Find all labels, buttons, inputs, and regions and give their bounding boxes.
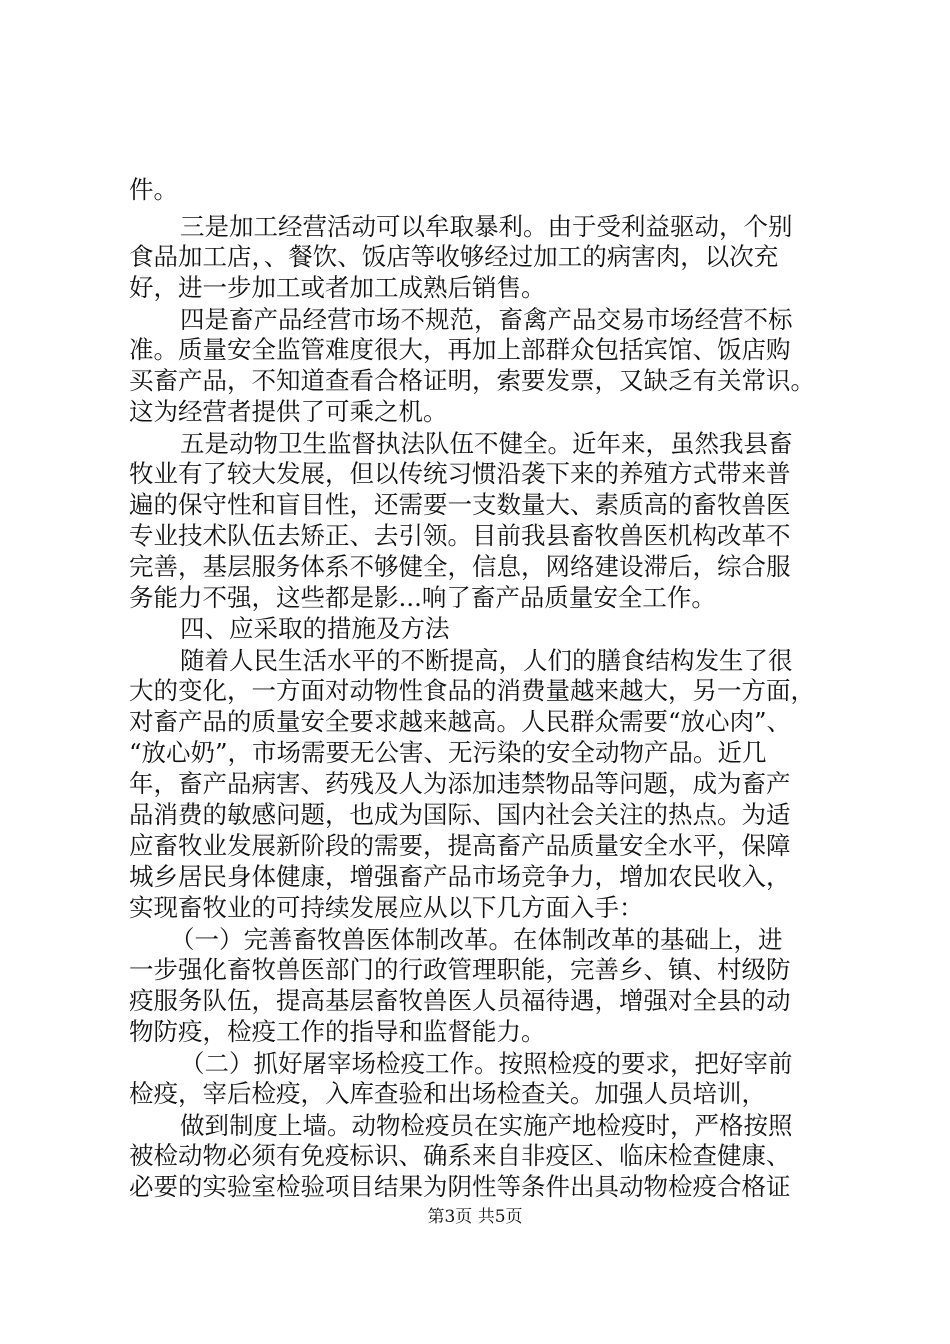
text-line: 遍的保守性和盲目性，还需要一支数量大、素质高的畜牧兽医 bbox=[129, 490, 791, 519]
text-line: 品消费的敏感问题，也成为国际、国内社会关注的热点。为适 bbox=[129, 800, 791, 829]
text-line: 疫服务队伍，提高基层畜牧兽医人员福待遇，增强对全县的动 bbox=[129, 986, 791, 1015]
text-line: 应畜牧业发展新阶段的需要，提高畜产品质量安全水平，保障 bbox=[129, 831, 791, 860]
text-line: 大的变化，一方面对动物性食品的消费量越来越大，另一方面， bbox=[129, 676, 815, 705]
text-line: 完善，基层服务体系不够健全，信息，网络建设滞后，综合服 bbox=[129, 552, 791, 581]
text-line: 好，进一步加工或者加工成熟后销售。 bbox=[129, 273, 546, 302]
text-line: 随着人民生活水平的不断提高，人们的膳食结构发生了很 bbox=[180, 646, 793, 675]
text-line: 必要的实验室检验项目结果为阴性等条件出具动物检疫合格证 bbox=[129, 1172, 791, 1201]
text-line: 买畜产品，不知道查看合格证明，索要发票，又缺乏有关常识。 bbox=[129, 366, 815, 395]
text-line: 专业技术队伍去矫正、去引领。目前我县畜牧兽医机构改革不 bbox=[129, 521, 791, 550]
text-line: 物防疫，检疫工作的指导和监督能力。 bbox=[129, 1017, 546, 1046]
text-line: （一）完善畜牧兽医体制改革。在体制改革的基础上，进 bbox=[170, 925, 783, 954]
text-line: 做到制度上墙。动物检疫员在实施产地检疫时，严格按照 bbox=[180, 1111, 793, 1140]
page-number-footer: 第3页 共5页 bbox=[427, 1207, 523, 1227]
text-line: 这为经营者提供了可乘之机。 bbox=[129, 397, 448, 426]
text-line: 务能力不强，这些都是影...响了畜产品质量安全工作。 bbox=[129, 583, 716, 612]
text-line: 牧业有了较大发展，但以传统习惯沿袭下来的养殖方式带来普 bbox=[129, 459, 791, 488]
text-line: 准。质量安全监管难度很大，再加上部群众包括宾馆、饭店购 bbox=[129, 335, 791, 364]
text-line: 被检动物必须有免疫标识、确系来自非疫区、临床检查健康、 bbox=[129, 1141, 791, 1170]
section-heading: 四、应采取的措施及方法 bbox=[180, 614, 450, 643]
text-line: 食品加工店，、餐饮、饭店等收够经过加工的病害肉，以次充 bbox=[129, 242, 779, 271]
text-line: 实现畜牧业的可持续发展应从以下几方面入手： bbox=[129, 893, 644, 922]
text-line: 五是动物卫生监督执法队伍不健全。近年来，虽然我县畜 bbox=[180, 429, 793, 458]
text-line: 检疫，宰后检疫，入库查验和出场检查关。加强人员培训， bbox=[129, 1079, 766, 1108]
text-line: 一步强化畜牧兽医部门的行政管理职能，完善乡、镇、村级防 bbox=[129, 955, 791, 984]
text-line: “放心奶”，市场需要无公害、无污染的安全动物产品。近几 bbox=[129, 738, 767, 767]
text-line: 年，畜产品病害、药残及人为添加违禁物品等问题，成为畜产 bbox=[129, 769, 791, 798]
text-line: 三是加工经营活动可以牟取暴利。由于受利益驱动，个别 bbox=[180, 212, 793, 241]
text-line: （二）抓好屠宰场检疫工作。按照检疫的要求，把好宰前 bbox=[180, 1049, 793, 1078]
text-line: 对畜产品的质量安全要求越来越高。人民群众需要“放心肉”、 bbox=[129, 707, 792, 736]
text-line: 件。 bbox=[129, 175, 178, 204]
text-line: 城乡居民身体健康，增强畜产品市场竞争力，增加农民收入， bbox=[129, 862, 791, 891]
text-line: 四是畜产品经营市场不规范，畜禽产品交易市场经营不标 bbox=[180, 305, 793, 334]
